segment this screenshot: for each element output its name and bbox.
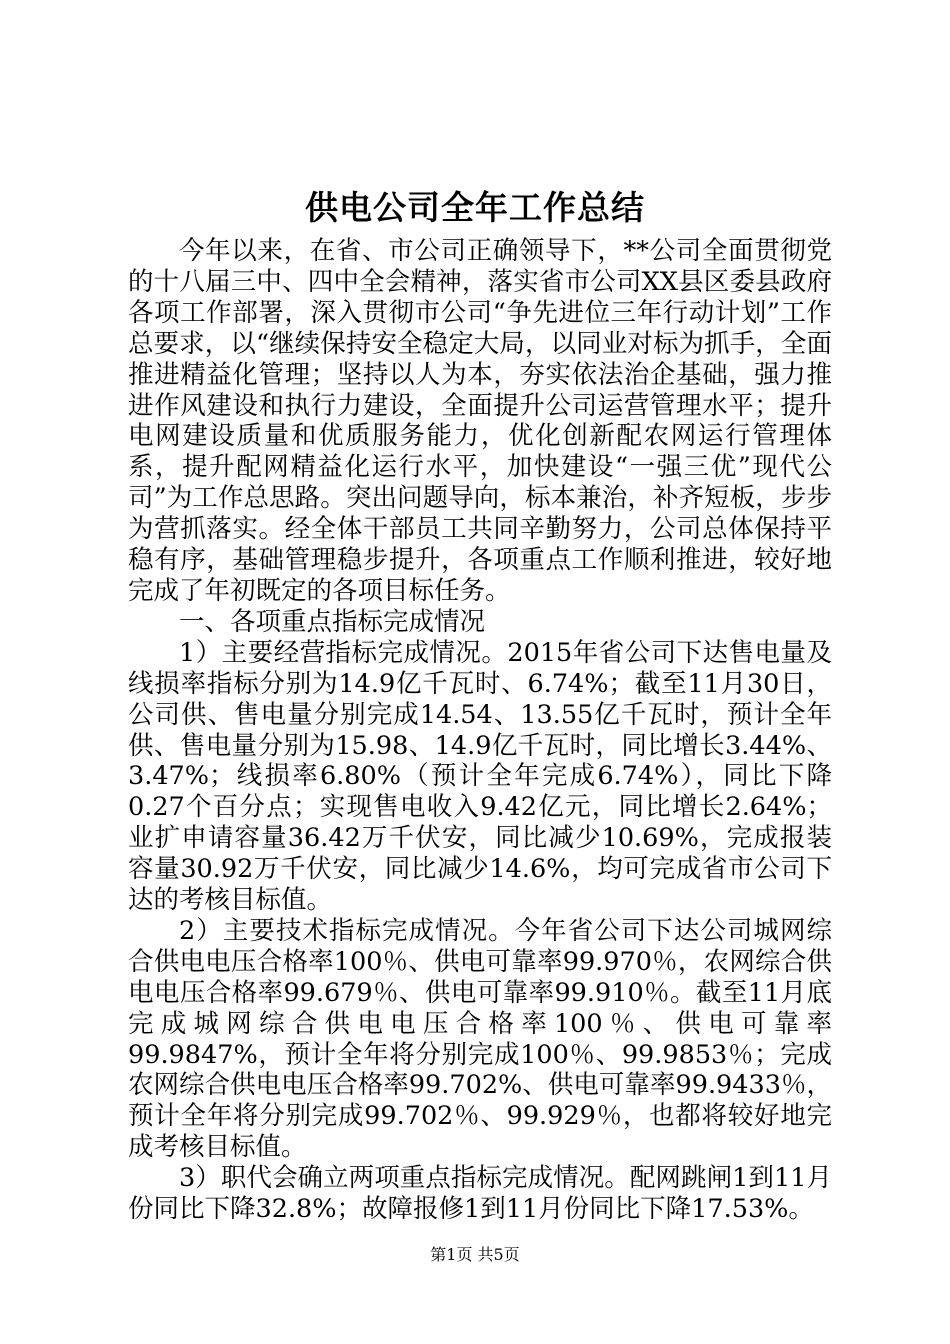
document-title: 供电公司全年工作总结 [305, 188, 645, 227]
document-body [128, 236, 832, 1225]
technical-indicators-paragraph: 2）主要技术指标完成情况。今年省公司下达公司城网综合供电电压合格率100％、供电可靠率99.970％，农网综合供电电压合格率99.679％、供电可靠率99.910％。截至11月底完成城网综合供电电压合格率100％、供电可靠率99.9847%，预计全年将分别完成100％、99.9853％；完成农网综合供电电压合格率99.702%、供电可靠率99.9433％，预计全年将分别完成99.702％、99.929％，也都将较好地完成考核目标值。 [128, 915, 832, 1163]
business-indicators-paragraph: 1）主要经营指标完成情况。2015年省公司下达售电量及线损率指标分别为14.9亿千瓦时、6.74%；截至11月30日，公司供、售电量分别完成14.54、13.55亿千瓦时，预计全年供、售电量分别为15.98、14.9亿千瓦时，同比增长3.44%、3.47%；线损率6.80%（预计全年完成6.74%），同比下降0.27个百分点；实现售电收入9.42亿元，同比增长2.64%；业扩申请容量36.42万千伏安，同比减少10.69%，完成报装容量30.92万千伏安，同比减少14.6%，均可完成省市公司下达的考核目标值。 [128, 637, 832, 916]
page-number-footer: 第1页 共5页 [430, 1245, 520, 1264]
key-indicators-paragraph: 3）职代会确立两项重点指标完成情况。配网跳闸1到11月份同比下降32.8%；故障报修1到11月份同比下降17.53%。 [128, 1163, 832, 1225]
intro-paragraph: 今年以来，在省、市公司正确领导下，**公司全面贯彻党的十八届三中、四中全会精神，落实省市公司XX县区委县政府各项工作部署，深入贯彻市公司“争先进位三年行动计划”工作总要求，以“继续保持安全稳定大局，以同业对标为抓手，全面推进精益化管理；坚持以人为本，夯实依法治企基础，强力推进作风建设和执行力建设，全面提升公司运营管理水平；提升电网建设质量和优质服务能力，优化创新配农网运行管理体系，提升配网精益化运行水平，加快建设“一强三优”现代公司”为工作总思路。突出问题导向，标本兼治，补齐短板，步步为营抓落实。经全体干部员工共同辛勤努力，公司总体保持平稳有序，基础管理稳步提升，各项重点工作顺利推进，较好地完成了年初既定的各项目标任务。 [128, 236, 832, 606]
section-heading: 一、各项重点指标完成情况 [179, 606, 486, 637]
